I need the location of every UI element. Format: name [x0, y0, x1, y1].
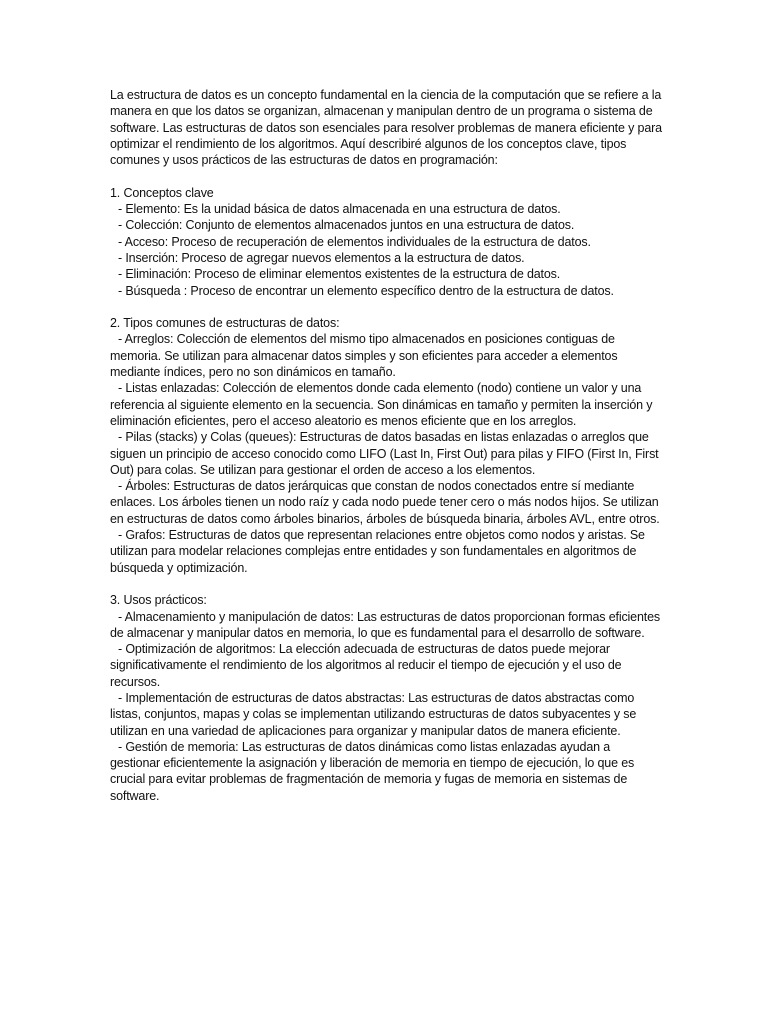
list-item: - Eliminación: Proceso de eliminar elementos existentes de la estructura de datos. [118, 267, 561, 282]
section-heading: 2. Tipos comunes de estructuras de datos: [110, 316, 340, 331]
list-item: - Implementación de estructuras de datos abstractas: Las estructuras de datos abstractas como listas, conjuntos, mapas y colas se implementan utilizando estructuras de datos subyacentes y se utilizan en una variedad de aplicaciones para organizar y manipular datos de manera eficiente. [110, 690, 640, 738]
list-item: - Elemento: Es la unidad básica de datos almacenada en una estructura de datos. [118, 202, 561, 217]
list-item: - Optimización de algoritmos: La elección adecuada de estructuras de datos puede mejorar significativamente el rendimiento de los algoritmos al reducir el tiempo de ejecución y el uso de recursos. [110, 642, 625, 689]
section-conceptos-clave [110, 185, 662, 299]
list-item: - Listas enlazadas: Colección de elementos donde cada elemento (nodo) contiene un valor y una referencia al siguiente elemento en la secuencia. Son dinámicas en tamaño y permiten la inserción y eliminación eficientes, pero el acceso aleatorio es menos eficiente que en los arreglos. [110, 381, 656, 428]
list-item: - Grafos: Estructuras de datos que representan relaciones entre objetos como nodos y aristas. Se utilizan para modelar relaciones complejas entre entidades y son fundamentales en algoritmos de búsqueda y optimización. [110, 528, 649, 575]
list-item: - Colección: Conjunto de elementos almacenados juntos en una estructura de datos. [118, 218, 575, 233]
list-item: - Árboles: Estructuras de datos jerárquicas que constan de nodos conectados entre sí mediante enlaces. Los árboles tienen un nodo raíz y cada nodo puede tener cero o más nodos hijos. Se utilizan en estructuras de datos como árboles binarios, árboles de búsqueda binaria, árboles AVL, entre otros. [110, 479, 662, 526]
intro-paragraph: La estructura de datos es un concepto fundamental en la ciencia de la computación que se refiere a la manera en que los datos se organizan, almacenan y manipulan dentro de un programa o sistema de software. Las estructuras de datos son esenciales para resolver problemas de manera eficiente y para optimizar el rendimiento de los algoritmos. Aquí describiré algunos de los conceptos clave, tipos comunes y usos prácticos de las estructuras de datos en programación: [110, 88, 662, 168]
section-heading: 3. Usos prácticos: [110, 593, 207, 608]
list-item: - Búsqueda : Proceso de encontrar un elemento específico dentro de la estructura de datos. [118, 283, 614, 298]
list-item: - Acceso: Proceso de recuperación de elementos individuales de la estructura de datos. [118, 234, 591, 249]
document-page [110, 87, 662, 804]
list-item: - Inserción: Proceso de agregar nuevos elementos a la estructura de datos. [118, 250, 525, 265]
list-item: - Almacenamiento y manipulación de datos: Las estructuras de datos proporcionan formas eficientes de almacenar y manipular datos en memoria, lo que es fundamental para el desarrollo de software. [110, 609, 664, 640]
section-heading: 1. Conceptos clave [110, 185, 214, 200]
list-item: - Pilas (stacks) y Colas (queues): Estructuras de datos basadas en listas enlazadas o arreglos que siguen un principio de acceso conocido como LIFO (Last In, First Out) para pilas y FIFO (First In, First Out) para colas. Se utilizan para gestionar el orden de acceso a los elementos. [110, 430, 662, 477]
list-item: - Gestión de memoria: Las estructuras de datos dinámicas como listas enlazadas ayudan a gestionar eficientemente la asignación y liberación de memoria en tiempo de ejecución, lo que es crucial para evitar problemas de fragmentación de memoria y fugas de memoria en sistemas de software. [110, 739, 638, 803]
section-tipos-comunes [110, 315, 662, 576]
section-usos-practicos [110, 592, 662, 804]
list-item: - Arreglos: Colección de elementos del mismo tipo almacenados en posiciones contiguas de memoria. Se utilizan para almacenar datos simples y son eficientes para acceder a elementos mediante índices, pero no son dinámicos en tamaño. [110, 332, 621, 380]
